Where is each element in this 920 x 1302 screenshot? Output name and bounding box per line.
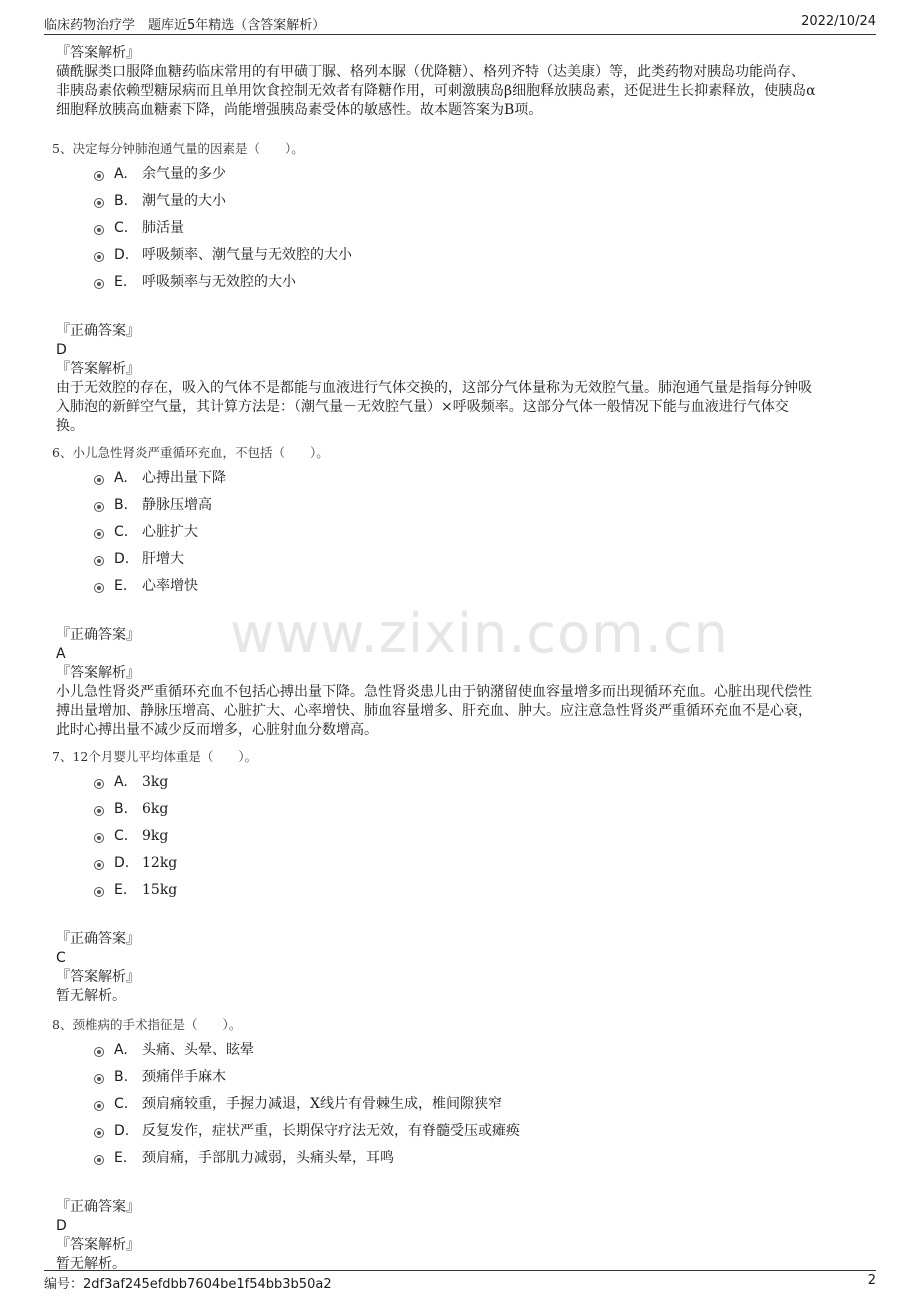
option-text: 颈痛伴手麻木 [142,1069,226,1085]
radio-icon[interactable] [94,1128,104,1138]
text-line: 入肺泡的新鲜空气量，其计算方法是：（潮气量－无效腔气量）×呼吸频率。这部分气体一般情况下能与血液进行气体交 [56,399,789,415]
option-text: 3kg [142,774,169,790]
option-b[interactable] [94,1068,856,1095]
option-d[interactable] [94,550,856,577]
text-line: 此时心搏出量不减少反而增多，心脏射血分数增高。 [56,722,378,738]
option-b[interactable] [94,192,856,219]
text-line: 由于无效腔的存在，吸入的气体不是都能与血液进行气体交换的，这部分气体量称为无效腔气量。肺泡通气量是指每分钟吸 [56,380,812,396]
text-line: 非胰岛素依赖型糖尿病而且单用饮食控制无效者有降糖作用，可刺激胰岛β细胞释放胰岛素，还促进生长抑素释放，使胰岛α [56,83,816,99]
option-text: 头痛、头晕、眩晕 [142,1042,254,1058]
option-letter: A. [114,1042,128,1058]
text-line: 细胞释放胰高血糖素下降，尚能增强胰岛素受体的敏感性。故本题答案为B项。 [56,102,543,118]
analysis-text [56,379,856,436]
option-letter: C. [114,828,129,844]
question-stem: 8、颈椎病的手术指征是（ ）。 [52,1017,242,1032]
option-letter: B. [114,801,129,817]
option-letter: B. [114,497,129,513]
option-e[interactable] [94,577,856,604]
option-list [56,165,856,300]
option-text: 反复发作，症状严重，长期保守疗法无效，有脊髓受压或瘫痪 [142,1123,520,1139]
radio-icon[interactable] [94,252,104,262]
option-letter: E. [114,1150,128,1166]
radio-icon[interactable] [94,583,104,593]
question-stem: 6、小儿急性肾炎严重循环充血，不包括（ ）。 [52,445,329,460]
option-d[interactable] [94,1122,856,1149]
option-list [56,773,856,908]
radio-icon[interactable] [94,860,104,870]
option-b[interactable] [94,496,856,523]
option-a[interactable] [94,1041,856,1068]
option-c[interactable] [94,1095,856,1122]
option-text: 潮气量的大小 [142,193,226,209]
radio-icon[interactable] [94,279,104,289]
question-stem: 7、12个月婴儿平均体重是（ ）。 [52,749,258,764]
radio-icon[interactable] [94,833,104,843]
radio-icon[interactable] [94,198,104,208]
option-letter: C. [114,1096,129,1112]
option-a[interactable] [94,773,856,800]
radio-icon[interactable] [94,1155,104,1165]
page-header [44,14,876,35]
option-list [56,469,856,604]
text-line: 暂无解析。 [56,988,126,1004]
option-letter: E. [114,882,128,898]
radio-icon[interactable] [94,502,104,512]
option-text: 心搏出量下降 [142,470,226,486]
analysis-label: 『答案解析』 [56,1237,140,1253]
radio-icon[interactable] [94,225,104,235]
option-text: 静脉压增高 [142,497,212,513]
page-number: 2 [867,1273,876,1288]
option-text: 9kg [142,828,169,844]
radio-icon[interactable] [94,171,104,181]
option-text: 12kg [142,855,178,871]
option-text: 呼吸频率与无效腔的大小 [142,274,296,290]
correct-answer: D [56,1218,67,1234]
option-letter: E. [114,274,128,290]
analysis-text [56,987,856,1006]
radio-icon[interactable] [94,556,104,566]
option-letter: A. [114,774,128,790]
radio-icon[interactable] [94,887,104,897]
radio-icon[interactable] [94,779,104,789]
question-stem: 5、决定每分钟肺泡通气量的因素是（ ）。 [52,141,304,156]
option-d[interactable] [94,246,856,273]
option-text: 颈肩痛，手部肌力减弱，头痛头晕，耳鸣 [142,1150,394,1166]
radio-icon[interactable] [94,1101,104,1111]
option-text: 颈肩痛较重，手握力减退，X线片有骨棘生成，椎间隙狭窄 [142,1096,502,1112]
option-letter: C. [114,220,129,236]
correct-answer: C [56,950,66,966]
option-text: 6kg [142,801,169,817]
option-letter: D. [114,1123,130,1139]
option-text: 呼吸频率、潮气量与无效腔的大小 [142,247,352,263]
radio-icon[interactable] [94,1074,104,1084]
text-line: 磺酰脲类口服降血糖药临床常用的有甲磺丁脲、格列本脲（优降糖）、格列齐特（达美康）等，此类药物对胰岛功能尚存、 [56,64,805,80]
option-c[interactable] [94,219,856,246]
correct-answer: A [56,646,66,662]
option-e[interactable] [94,881,856,908]
page-footer [44,1270,876,1291]
watermark: www.zixin.com.cn [230,602,729,665]
correct-answer-label: 『正确答案』 [56,931,140,947]
option-text: 15kg [142,882,178,898]
option-letter: D. [114,551,130,567]
correct-answer: D [56,342,67,358]
header-title: 临床药物治疗学 题库近5年精选（含答案解析） [44,18,326,33]
intro-analysis-label: 『答案解析』 [56,45,140,61]
text-line: 暂无解析。 [56,1256,126,1272]
option-letter: A. [114,470,128,486]
option-letter: D. [114,247,130,263]
option-list [56,1041,856,1176]
option-e[interactable] [94,273,856,300]
text-line: 换。 [56,418,84,434]
option-letter: A. [114,166,128,182]
text-line: 搏出量增加、静脉压增高、心脏扩大、心率增快、肺血容量增多、肝充血、肿大。应注意急性肾炎严重循环充血不是心衰， [56,703,812,719]
analysis-label: 『答案解析』 [56,665,140,681]
option-letter: B. [114,193,129,209]
option-letter: C. [114,524,129,540]
correct-answer-label: 『正确答案』 [56,627,140,643]
option-text: 心率增快 [142,578,198,594]
option-c[interactable] [94,827,856,854]
option-text: 心脏扩大 [142,524,198,540]
option-text: 肺活量 [142,220,184,236]
radio-icon[interactable] [94,475,104,485]
option-c[interactable] [94,523,856,550]
option-letter: E. [114,578,128,594]
option-letter: B. [114,1069,129,1085]
correct-answer-label: 『正确答案』 [56,1199,140,1215]
analysis-label: 『答案解析』 [56,361,140,377]
option-b[interactable] [94,800,856,827]
document-code: 编号：2df3af245efdbb7604be1f54bb3b50a2 [44,1277,332,1292]
option-a[interactable] [94,469,856,496]
radio-icon[interactable] [94,529,104,539]
option-d[interactable] [94,854,856,881]
correct-answer-label: 『正确答案』 [56,323,140,339]
option-text: 肝增大 [142,551,184,567]
header-date: 2022/10/24 [801,14,876,29]
option-e[interactable] [94,1149,856,1176]
analysis-label: 『答案解析』 [56,969,140,985]
page-content [52,44,856,1274]
radio-icon[interactable] [94,806,104,816]
intro-analysis-text [56,63,856,120]
analysis-text [56,683,856,740]
option-text: 余气量的多少 [142,166,226,182]
text-line: 小儿急性肾炎严重循环充血不包括心搏出量下降。急性肾炎患儿由于钠潴留使血容量增多而出现循环充血。心脏出现代偿性 [56,684,812,700]
option-a[interactable] [94,165,856,192]
option-letter: D. [114,855,130,871]
radio-icon[interactable] [94,1047,104,1057]
